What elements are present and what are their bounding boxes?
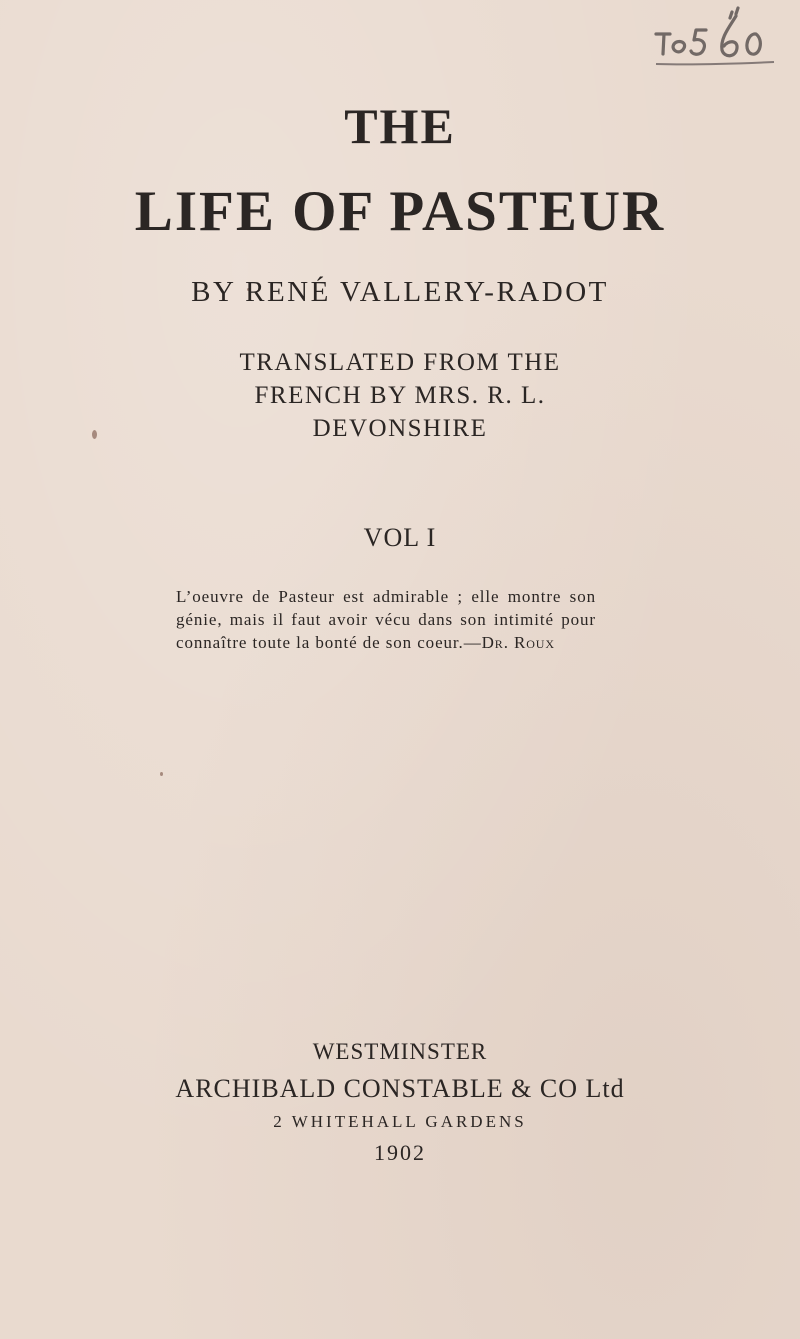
- epigraph: [176, 585, 596, 654]
- title-line-1: THE: [344, 98, 456, 154]
- author-line: BY RENÉ VALLERY-RADOT: [191, 276, 609, 308]
- handwritten-shelfmark: [650, 4, 780, 74]
- epigraph-line-2: génie, mais il faut avoir vécu dans son intimité pour: [176, 610, 596, 629]
- imprint-city: WESTMINSTER: [312, 1039, 488, 1064]
- translator-line-3: DEVONSHIRE: [312, 415, 488, 442]
- title-line-2: LIFE OF PASTEUR: [134, 180, 666, 243]
- epigraph-line-1: L’oeuvre de Pasteur est admirable ; elle montre son: [176, 587, 596, 606]
- imprint-year: 1902: [374, 1140, 426, 1165]
- volume-label: VOL I: [363, 523, 437, 552]
- translator-line-2: FRENCH BY MRS. R. L.: [254, 382, 546, 409]
- imprint-address: 2 WHITEHALL GARDENS: [273, 1112, 527, 1131]
- imprint-publisher: ARCHIBALD CONSTABLE & CO Ltd: [175, 1074, 625, 1103]
- translator-line-1: TRANSLATED FROM THE: [239, 349, 561, 376]
- epigraph-line-3: [176, 631, 596, 654]
- epigraph-attribution: Dr. Roux: [481, 633, 555, 652]
- paper-speck: [160, 772, 163, 776]
- translator-credit: [0, 346, 800, 445]
- epigraph-line-3-text: connaître toute la bonté de son coeur.—: [176, 633, 482, 652]
